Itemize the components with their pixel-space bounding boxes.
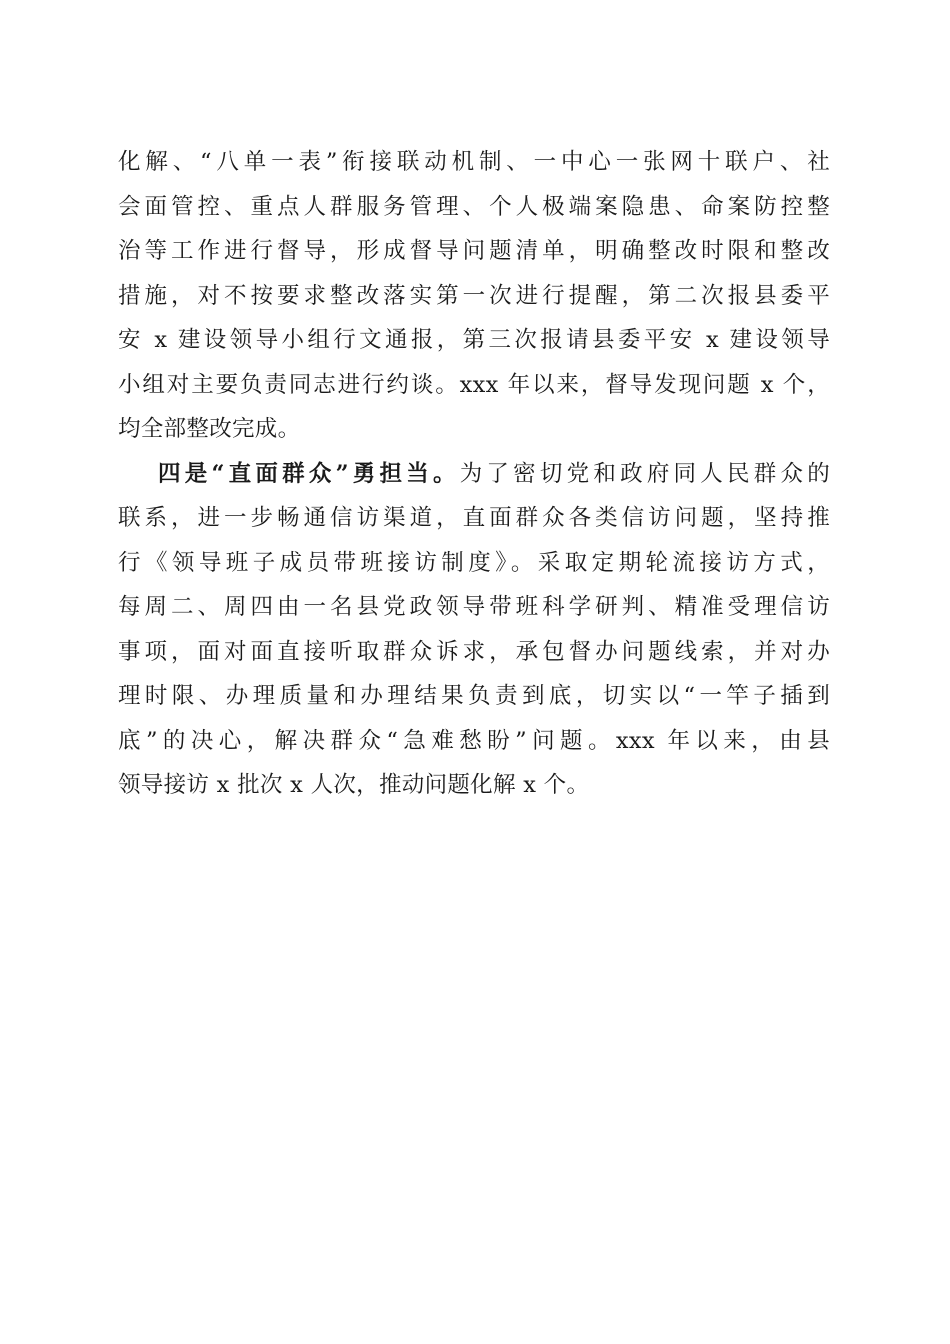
paragraph-2-line-4: 每周二、周四由一名县党政领导带班科学研判、精准受理信访 [118,594,830,620]
paragraph-2-line-3: 行《领导班子成员带班接访制度》。采取定期轮流接访方式， [118,549,830,576]
paragraph-1-line-1: 化解、“八单一表”衔接联动机制、一中心一张网十联户、社 [118,149,830,175]
paragraph-2 [118,452,830,808]
paragraph-1-line-6: 小组对主要负责同志进行约谈。xxx 年以来，督导发现问题 x 个， [118,371,830,398]
paragraph-1-line-4: 措施，对不按要求整改落实第一次进行提醒，第二次报县委平 [118,282,830,309]
paragraph-2-heading: 四是“直面群众”勇担当。 [158,460,460,487]
paragraph-2-line-5: 事项，面对面直接听取群众诉求，承包督办问题线索，并对办 [118,638,830,665]
document-body [118,140,830,808]
paragraph-1-line-3: 治等工作进行督导，形成督导问题清单，明确整改时限和整改 [118,238,830,264]
paragraph-2-line-8: 领导接访 x 批次 x 人次，推动问题化解 x 个。 [118,772,590,798]
paragraph-1 [118,140,830,452]
paragraph-2-line-2: 联系，进一步畅通信访渠道，直面群众各类信访问题，坚持推 [118,505,830,531]
paragraph-2-line-1 [118,452,830,497]
paragraph-1-line-7: 均全部整改完成。 [118,416,301,442]
paragraph-1-line-2: 会面管控、重点人群服务管理、个人极端案隐患、命案防控整 [118,193,830,220]
paragraph-1-line-5: 安 x 建设领导小组行文通报，第三次报请县委平安 x 建设领导 [118,327,830,353]
paragraph-2-line-7: 底”的决心，解决群众“急难愁盼”问题。xxx 年以来，由县 [118,727,830,754]
paragraph-2-line-1-text: 为了密切党和政府同人民群众的 [459,460,831,487]
paragraph-2-line-6: 理时限、办理质量和办理结果负责到底，切实以“一竿子插到 [118,683,830,709]
